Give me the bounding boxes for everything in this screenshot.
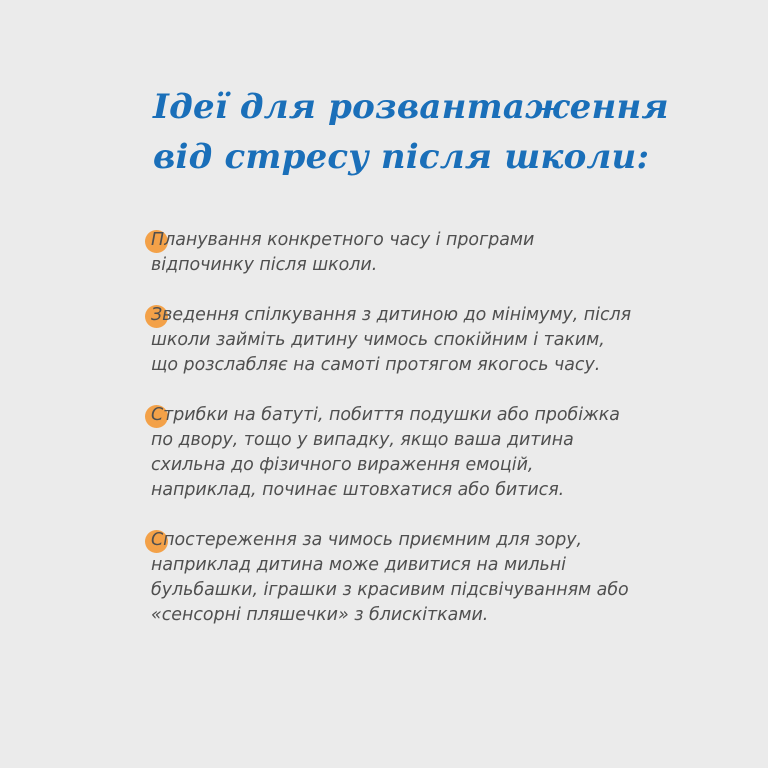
list-item-line: схильна до фізичного вираження емоцій,: [151, 455, 534, 475]
list-item-line: Стрибки на батуті, побиття подушки або пробіжка: [151, 405, 620, 425]
list-item-line: по двору, тощо у випадку, якщо ваша дитина: [151, 430, 574, 450]
list-item-line: що розслабляє на самоті протягом якогось часу.: [151, 355, 601, 375]
list-item-line: Планування конкретного часу і програми: [151, 230, 535, 250]
list-item-line: наприклад, починає штовхатися або битися.: [151, 480, 565, 500]
list-item-text: [151, 528, 691, 628]
list-item-line: школи займіть дитину чимось спокійним і таким,: [151, 330, 605, 350]
list-item: [151, 528, 691, 628]
list-item-line: «сенсорні пляшечки» з блискітками.: [151, 605, 489, 625]
title-line-2: від стресу після школи:: [153, 137, 650, 177]
list-item-line: бульбашки, іграшки з красивим підсвічуванням або: [151, 580, 629, 600]
list-item-line: відпочинку після школи.: [151, 255, 378, 275]
list-item-line: наприклад дитина може дивитися на мильні: [151, 555, 566, 575]
list-item: [151, 403, 691, 503]
list-item: [151, 303, 691, 378]
list-item-line: Зведення спілкування з дитиною до мінімуму, після: [151, 305, 632, 325]
page-title: [153, 82, 713, 182]
list-item: [151, 228, 691, 278]
title-line-1: Ідеї для розвантаження: [153, 87, 669, 127]
list-item-text: [151, 228, 691, 278]
list-item-text: [151, 303, 691, 378]
list-item-text: [151, 403, 691, 503]
list-item-line: Спостереження за чимось приємним для зору,: [151, 530, 583, 550]
